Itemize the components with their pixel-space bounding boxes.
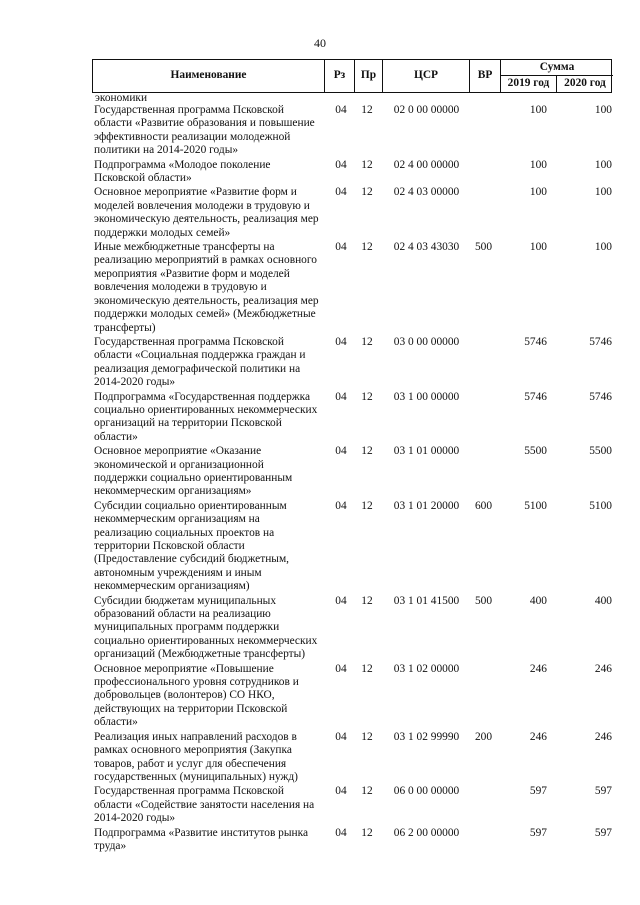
row-2020: 100 xyxy=(594,158,612,171)
row-2019: 246 xyxy=(529,662,547,675)
row-rz: 04 xyxy=(335,241,347,254)
row-2020: 400 xyxy=(594,594,612,607)
table-row xyxy=(92,827,612,854)
row-vr xyxy=(468,186,499,240)
table-header xyxy=(92,59,612,93)
row-csr: 02 4 03 43030 xyxy=(393,241,460,254)
header-year-2019: 2019 год xyxy=(500,76,556,92)
row-2020: 5100 xyxy=(589,499,612,512)
row-rz: 04 xyxy=(335,785,347,798)
row-rz: 04 xyxy=(335,335,347,348)
row-pr: 12 xyxy=(361,241,373,254)
row-vr xyxy=(468,336,499,390)
row-rz: 04 xyxy=(335,186,347,199)
row-vr: 200 xyxy=(474,730,493,743)
page-number: 40 xyxy=(314,36,326,50)
table-row xyxy=(92,785,612,825)
row-2020: 5500 xyxy=(589,445,612,458)
row-csr: 02 4 00 00000 xyxy=(393,158,460,171)
row-2020: 5746 xyxy=(589,390,612,403)
row-2019: 100 xyxy=(529,186,547,199)
table-row xyxy=(92,104,612,158)
row-csr: 03 1 02 99990 xyxy=(393,730,460,743)
row-pr: 12 xyxy=(361,662,373,675)
row-csr: 03 1 00 00000 xyxy=(393,390,460,403)
row-csr: 03 0 00 00000 xyxy=(393,335,460,348)
row-vr: 600 xyxy=(474,499,493,512)
row-2020: 5746 xyxy=(589,335,612,348)
budget-table xyxy=(92,59,612,854)
table-row xyxy=(92,186,612,240)
row-2019: 597 xyxy=(529,785,547,798)
row-name: Подпрограмма «Молодое поколение Псковской области» xyxy=(94,158,271,185)
row-2019: 5100 xyxy=(524,499,547,512)
table-row xyxy=(92,500,612,594)
row-2020: 100 xyxy=(594,241,612,254)
row-2020: 246 xyxy=(594,662,612,675)
row-csr: 03 1 02 00000 xyxy=(393,662,460,675)
row-name: Реализация иных направлений расходов в рамках основного мероприятия (Закупка товаров, работ и услуг для обеспечения государственных (муниципальных) нужд) xyxy=(94,730,298,783)
row-name: Субсидии социально ориентированным некоммерческим организациям на реализацию социальных проектов на территории Псковской области (Предоставление субсидий бюджетным, автономным учреждениям и иным некоммерческим организациям) xyxy=(94,499,289,593)
row-vr: 500 xyxy=(474,594,493,607)
row-pr: 12 xyxy=(361,390,373,403)
row-vr xyxy=(468,445,499,499)
header-sum: Сумма xyxy=(500,60,613,76)
row-2019: 100 xyxy=(529,241,547,254)
header-name: Наименование xyxy=(170,69,247,82)
row-csr: 03 1 01 41500 xyxy=(393,594,460,607)
row-name: Подпрограмма «Государственная поддержка социально ориентированных некоммерческих организаций на территории Псковской области» xyxy=(94,390,318,443)
table-row xyxy=(92,336,612,390)
row-rz: 04 xyxy=(335,158,347,171)
table-row xyxy=(92,731,612,785)
row-vr xyxy=(468,391,499,445)
table-row xyxy=(92,595,612,662)
row-2020: 246 xyxy=(594,730,612,743)
row-pr: 12 xyxy=(361,104,373,116)
row-2019: 400 xyxy=(529,594,547,607)
table-body xyxy=(92,104,612,853)
row-csr: 02 4 03 00000 xyxy=(393,186,460,199)
row-2019: 5746 xyxy=(524,390,547,403)
row-vr: 500 xyxy=(474,241,493,254)
row-rz: 04 xyxy=(335,499,347,512)
row-vr xyxy=(468,663,499,730)
row-name: Государственная программа Псковской области «Развитие образования и повышение эффективности реализации молодежной политики на 2014-2020 годы» xyxy=(94,104,315,157)
row-csr: 03 1 01 20000 xyxy=(393,499,460,512)
row-name: Иные межбюджетные трансферты на реализацию мероприятий в рамках основного мероприятия «Развитие форм и моделей вовлечения молодежи в трудовую и экономическую деятельность, реализация мер поддержки молодых семей» (Межбюджетные трансферты) xyxy=(94,241,319,334)
row-name: Субсидии бюджетам муниципальных образований области на реализацию муниципальных программ поддержки социально ориентированных некоммерческих организаций (Межбюджетные трансферты) xyxy=(94,594,318,661)
row-pr: 12 xyxy=(361,335,373,348)
row-vr xyxy=(468,104,499,158)
row-rz: 04 xyxy=(335,730,347,743)
row-pr: 12 xyxy=(361,785,373,798)
row-name: Государственная программа Псковской области «Социальная поддержка граждан и реализация демографической политики на 2014-2020 годы» xyxy=(94,335,306,389)
row-name: Государственная программа Псковской области «Содействие занятости населения на 2014-2020 годы» xyxy=(94,785,315,825)
row-name: Основное мероприятие «Развитие форм и моделей вовлечения молодежи в трудовую и экономическую деятельность, реализация мер поддержки молодых семей» xyxy=(94,186,319,239)
row-name: Основное мероприятие «Оказание экономической и организационной поддержки социально ориентированным некоммерческим организациям» xyxy=(94,445,293,498)
row-rz: 04 xyxy=(335,662,347,675)
header-year-2020: 2020 год xyxy=(556,76,613,92)
row-2020: 100 xyxy=(594,104,612,116)
row-pr: 12 xyxy=(361,186,373,199)
row-vr xyxy=(468,785,499,825)
row-rz: 04 xyxy=(335,826,347,839)
row-pr: 12 xyxy=(361,594,373,607)
row-pr: 12 xyxy=(361,158,373,171)
table-row xyxy=(92,663,612,730)
row-vr xyxy=(468,159,499,186)
row-rz: 04 xyxy=(335,445,347,458)
row-2019: 5746 xyxy=(524,335,547,348)
row-pr: 12 xyxy=(361,826,373,839)
row-2020: 597 xyxy=(594,826,612,839)
row-2019: 5500 xyxy=(524,445,547,458)
table-row xyxy=(92,159,612,186)
row-csr: 02 0 00 00000 xyxy=(393,104,460,116)
row-2020: 100 xyxy=(594,186,612,199)
row-pr: 12 xyxy=(361,499,373,512)
row-2020: 597 xyxy=(594,785,612,798)
row-csr: 06 2 00 00000 xyxy=(393,826,460,839)
row-pr: 12 xyxy=(361,445,373,458)
row-2019: 100 xyxy=(529,158,547,171)
header-vr: ВР xyxy=(469,60,500,92)
table-row xyxy=(92,445,612,499)
row-vr xyxy=(468,827,499,854)
row-rz: 04 xyxy=(335,390,347,403)
row-name: Подпрограмма «Развитие институтов рынка труда» xyxy=(94,826,309,852)
row-2019: 597 xyxy=(529,826,547,839)
row-csr: 03 1 01 00000 xyxy=(393,445,460,458)
header-pr: Пр xyxy=(354,60,382,92)
row-rz: 04 xyxy=(335,594,347,607)
header-rz: Рз xyxy=(324,60,354,92)
row-pr: 12 xyxy=(361,730,373,743)
row-2019: 246 xyxy=(529,730,547,743)
table-row xyxy=(92,391,612,445)
header-csr: ЦСР xyxy=(382,60,469,92)
row-rz: 04 xyxy=(335,104,347,116)
table-row xyxy=(92,241,612,335)
row-2019: 100 xyxy=(529,104,547,116)
row-name: Основное мероприятие «Повышение профессионального уровня сотрудников и добровольцев (волонтеров) СО НКО, действующих на территории Псковской области» xyxy=(94,662,299,729)
continuation-text: экономики xyxy=(95,92,148,104)
row-csr: 06 0 00 00000 xyxy=(393,785,460,798)
